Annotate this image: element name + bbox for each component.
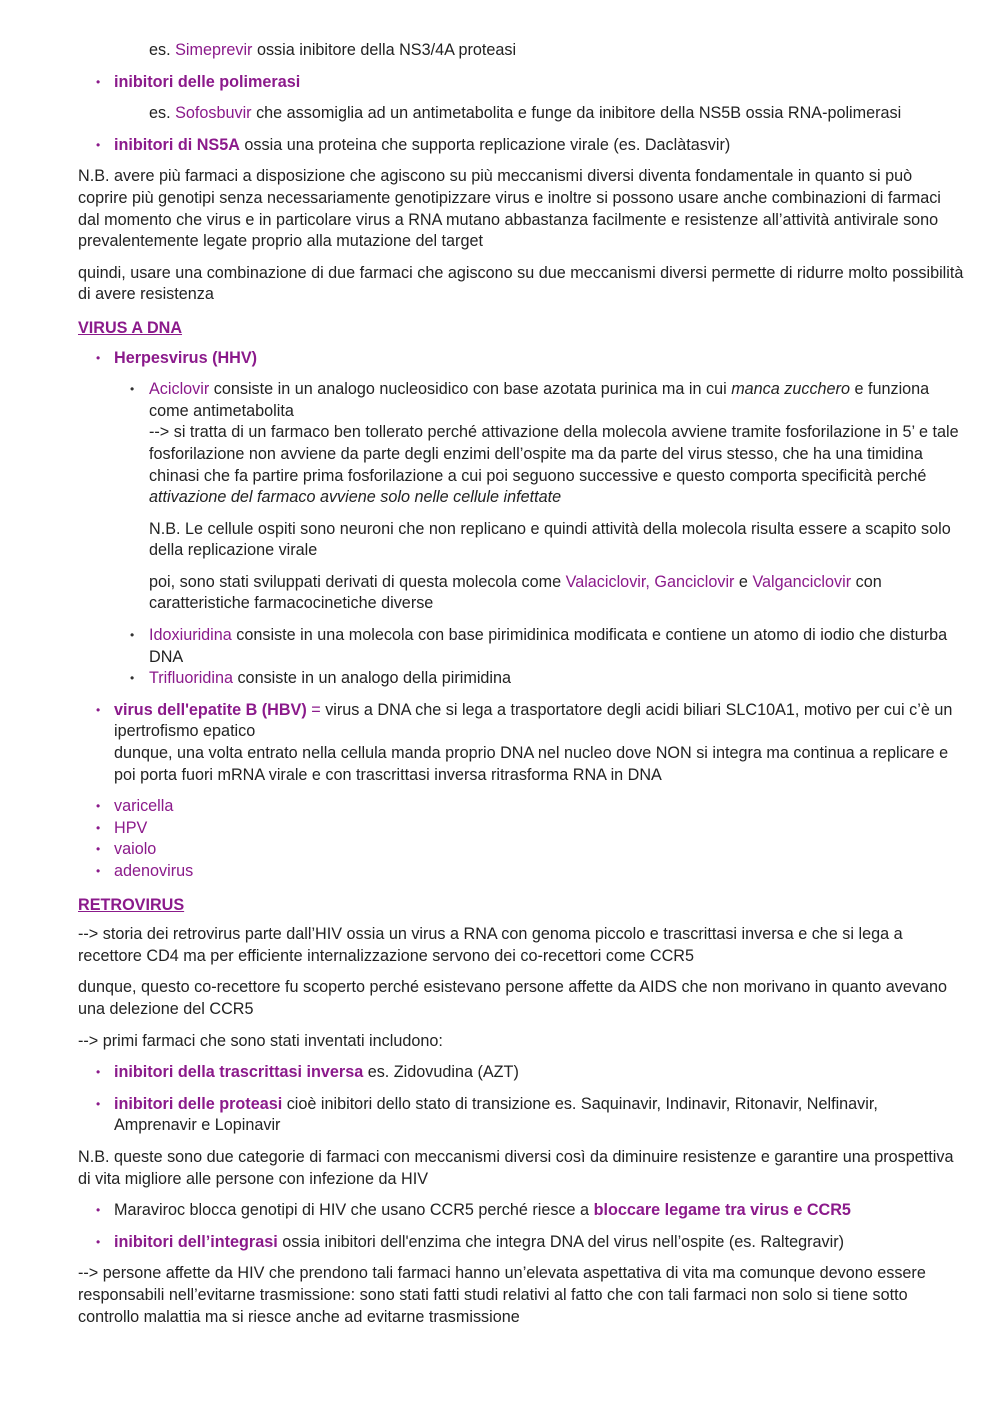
bold-term: inibitori delle polimerasi xyxy=(114,72,301,91)
text: --> si tratta di un farmaco ben tollerato perché attivazione della molecola avviene tramite fosforilazione in 5’ e tale fosforilazione non avviene da parte degli enzimi dell’ospite ma da parte del virus stesso, che ha una timidina chinasi che fa partire prima fosforilazione a cui poi seguono successive e questo comporta specificità perché xyxy=(149,423,959,485)
text: ossia una proteina che supporta replicazione virale (es. Daclàtasvir) xyxy=(239,135,731,154)
text: cioè inibitori dello stato di transizione es. Saquinavir, Indinavir, Ritonavir, Nelfinavir, Amprenavir e Lopinavir xyxy=(114,1094,878,1135)
list-item xyxy=(78,796,964,818)
drug-name: Simeprevir xyxy=(175,41,253,59)
simeprevir-line xyxy=(149,40,964,62)
paragraph: N.B. Le cellule ospiti sono neuroni che non replicano e quindi attività della molecola risulta essere a scapito solo della replicazione virale xyxy=(149,519,951,560)
list-item xyxy=(78,1232,964,1254)
bold-term: inibitori delle proteasi xyxy=(114,1094,283,1113)
text: consiste in un analogo nucleosidico con base azotata purinica ma in cui xyxy=(209,380,732,399)
text: e xyxy=(734,572,753,591)
section-heading: RETROVIRUS xyxy=(78,895,185,914)
text: adenovirus xyxy=(114,862,194,880)
list-item xyxy=(78,861,964,883)
drug-name: Sofosbuvir xyxy=(175,104,252,123)
sub-list-item xyxy=(78,668,964,690)
text: poi, sono stati sviluppati derivati di questa molecola come xyxy=(149,572,566,591)
text: = xyxy=(306,700,321,719)
paragraph: --> primi farmaci che sono stati inventati includono: xyxy=(78,1031,443,1050)
sub-list-item xyxy=(78,379,964,509)
bullet-list xyxy=(78,1200,964,1253)
bullet-list xyxy=(78,348,964,370)
text: consiste in un analogo della pirimidina xyxy=(232,669,512,688)
bullet-list xyxy=(78,1062,964,1137)
text: HPV xyxy=(114,818,148,837)
paragraph: N.B. queste sono due categorie di farmaci con meccanismi diversi così da diminuire resistenze e garantire una prospettiva di vita migliore alle persone con infezione da HIV xyxy=(78,1147,954,1188)
italic-text: attivazione del farmaco avviene solo nelle cellule infettate xyxy=(149,488,562,507)
paragraph: quindi, usare una combinazione di due farmaci che agiscono su due meccanismi diversi permette di ridurre molto possibilità di avere resistenza xyxy=(78,263,964,304)
bold-term: Herpesvirus (HHV) xyxy=(114,348,258,367)
bold-term: inibitori della trascrittasi inversa xyxy=(114,1063,364,1082)
list-item xyxy=(78,72,964,94)
list-item xyxy=(78,818,964,840)
paragraph xyxy=(149,572,964,615)
text: ossia inibitori dell'enzima che integra DNA del virus nell’ospite (es. Raltegravir) xyxy=(277,1232,845,1251)
drug-name: Trifluoridina xyxy=(149,669,233,688)
paragraph: N.B. avere più farmaci a disposizione che agiscono su più meccanismi diversi diventa fondamentale in quanto si può coprire più genotipi senza necessariamente genotipizzare virus e inoltre si possono usare anche combinazioni di farmaci dal momento che virus e in particolare virus a RNA mutano abbastanza facilmente e resistenze all’attività antivirale sono prevalentemente legate proprio alla mutazione del target xyxy=(78,167,941,251)
text: es. xyxy=(149,104,176,123)
list-item xyxy=(78,839,964,861)
text: che assomiglia ad un antimetabolita e funge da inibitore della NS5B ossia RNA-polimerasi xyxy=(251,104,902,123)
drug-name: Valaciclovir, Ganciclovir xyxy=(565,572,735,591)
paragraph: --> storia dei retrovirus parte dall’HIV ossia un virus a RNA con genoma piccolo e trascrittasi inversa e che si lega a recettore CD4 ma per efficiente internalizzazione servono dei co-recettori come CCR5 xyxy=(78,925,903,965)
list-item xyxy=(78,700,964,786)
bullet-list xyxy=(78,700,964,786)
sub-list-item xyxy=(78,625,964,668)
drug-name: Aciclovir xyxy=(149,380,210,399)
bold-term: bloccare legame tra virus e CCR5 xyxy=(593,1201,851,1220)
text: es. xyxy=(149,41,176,59)
sub-bullet-list xyxy=(78,379,964,509)
list-item xyxy=(78,1062,964,1084)
text: e funziona come antimetabolita xyxy=(149,380,930,420)
virus-list xyxy=(78,796,964,882)
sofosbuvir-line xyxy=(149,103,964,125)
drug-name: Valganciclovir xyxy=(752,572,852,591)
text: ossia inibitore della NS3/4A proteasi xyxy=(252,41,517,59)
text: dunque, una volta entrato nella cellula manda proprio DNA nel nucleo dove NON si integra ma continua a replicare e poi porta fuori mRNA virale e con trascrittasi inversa ritrasforma RNA in DNA xyxy=(114,744,949,784)
text: vaiolo xyxy=(114,840,157,859)
section-heading: VIRUS A DNA xyxy=(78,318,183,337)
text: consiste in una molecola con base pirimidinica modificata e contiene un atomo di iodio che disturba DNA xyxy=(149,626,948,666)
list-item xyxy=(78,348,964,370)
italic-text: manca zucchero xyxy=(731,380,850,399)
list-item xyxy=(78,1094,964,1137)
text: con caratteristiche farmacocinetiche diverse xyxy=(149,572,882,613)
text: virus a DNA che si lega a trasportatore degli acidi biliari SLC10A1, motivo per cui c’è un ipertrofismo epatico xyxy=(114,700,953,741)
bold-term: inibitori dell’integrasi xyxy=(114,1232,278,1251)
list-item xyxy=(78,1200,964,1222)
text: varicella xyxy=(114,797,174,816)
bullet-list xyxy=(78,72,964,94)
bold-term: inibitori di NS5A xyxy=(114,135,240,154)
bullet-list xyxy=(78,135,964,157)
paragraph: --> persone affette da HIV che prendono tali farmaci hanno un’elevata aspettativa di vita ma comunque devono essere responsabili nell’evitarne trasmissione: sono stati fatti studi relativi al fatto che con tali farmaci non solo si tiene sotto controllo malattia ma si riesce anche ad evitarne trasmissione xyxy=(78,1264,926,1326)
text: Maraviroc blocca genotipi di HIV che usano CCR5 perché riesce a xyxy=(114,1201,594,1220)
paragraph: dunque, questo co-recettore fu scoperto perché esistevano persone affette da AIDS che non morivano in quanto avevano una delezione del CCR5 xyxy=(78,978,948,1018)
bold-term: virus dell'epatite B (HBV) xyxy=(114,700,307,719)
text: es. Zidovudina (AZT) xyxy=(363,1063,519,1082)
list-item xyxy=(78,135,964,157)
drug-name: Idoxiuridina xyxy=(149,626,232,645)
sub-bullet-list xyxy=(78,625,964,690)
